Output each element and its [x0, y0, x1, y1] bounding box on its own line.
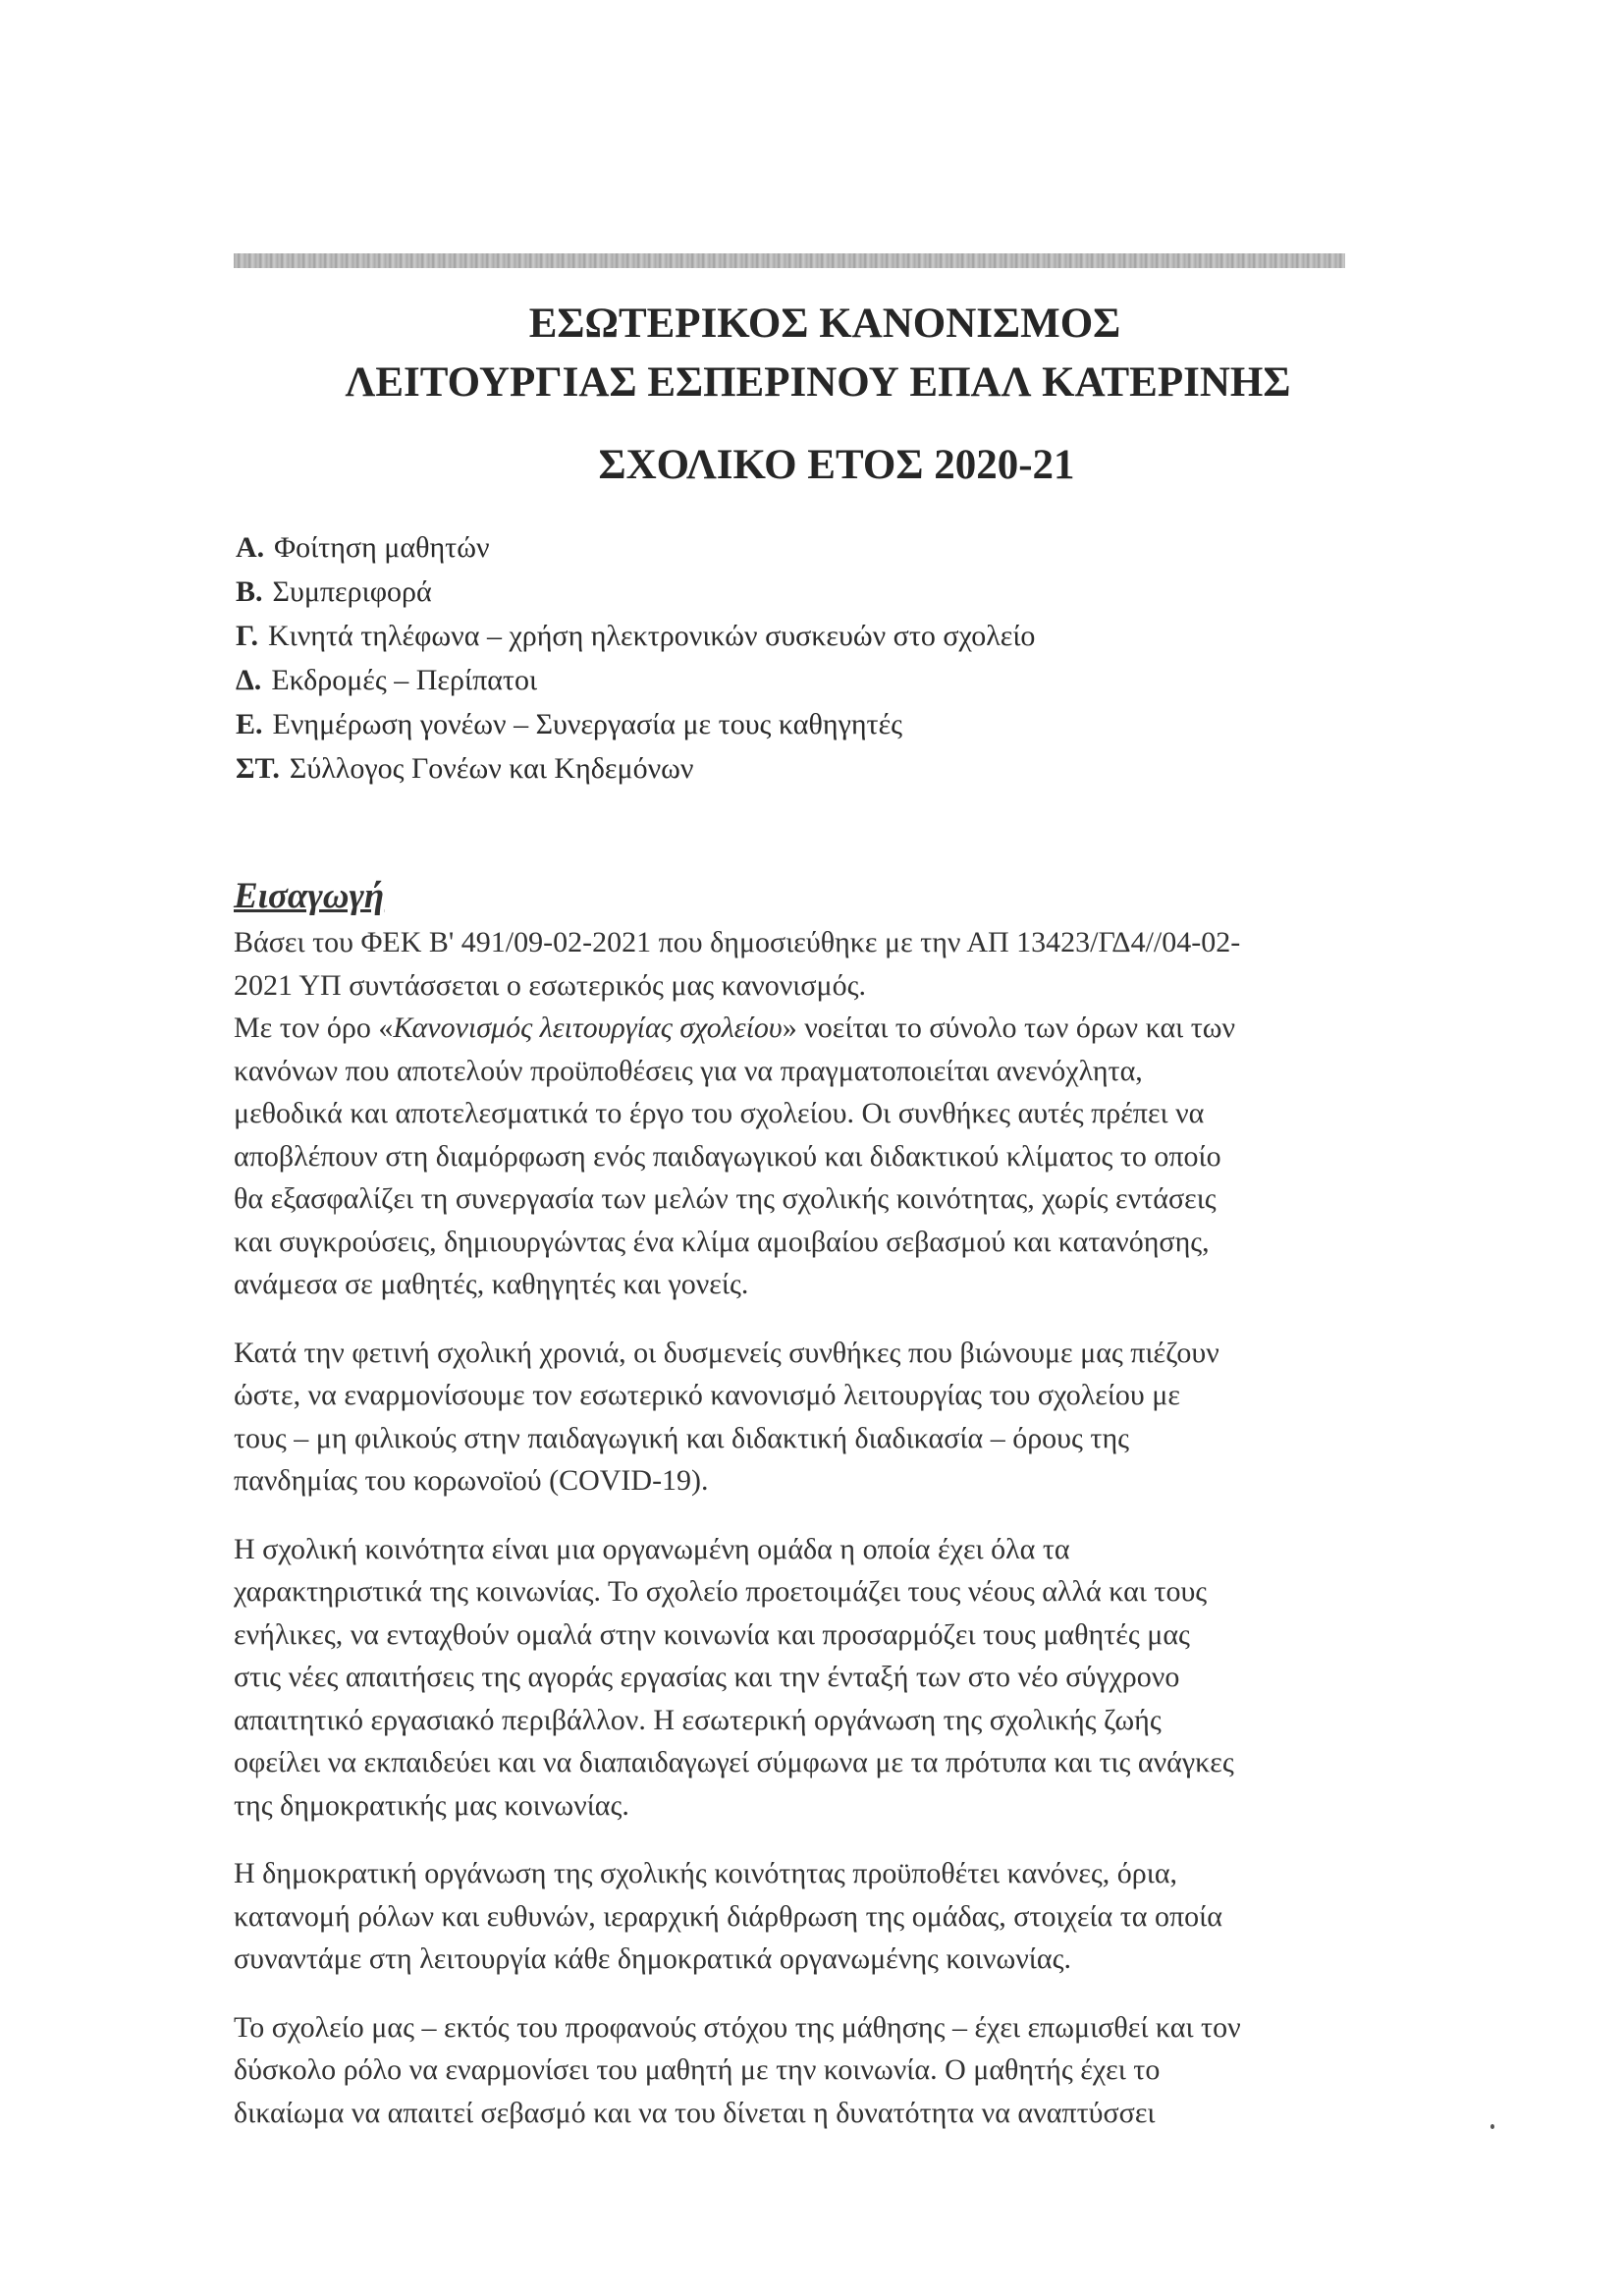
- toc-item: [236, 570, 1035, 614]
- toc-text: Συμπεριφορά: [272, 575, 432, 608]
- paragraph-democratic-organization: [234, 1852, 1343, 1981]
- text-line: αποβλέπουν στη διαμόρφωση ενός παιδαγωγικού και διδακτικού κλίματος το οποίο: [234, 1139, 1221, 1173]
- toc-item: [236, 525, 1035, 570]
- text-line: Βάσει του ΦΕΚ Β' 491/09-02-2021 που δημοσιεύθηκε με την ΑΠ 13423/ΓΔ4//04-02-: [234, 926, 1241, 958]
- title-line-1: ΕΣΩΤΕΡΙΚΟΣ ΚΑΝΟΝΙΣΜΟΣ: [528, 301, 1121, 347]
- toc-item: [236, 702, 1035, 746]
- text-line: στις νέες απαιτήσεις της αγοράς εργασίας και την ένταξή των στο νέο σύγχρονο: [234, 1661, 1180, 1693]
- text-line: κατανομή ρόλων και ευθυνών, ιεραρχική διάρθρωση της ομάδας, στοιχεία τα οποία: [234, 1899, 1222, 1933]
- paragraph-school-role: [234, 2006, 1343, 2135]
- text-line: Το σχολείο μας – εκτός του προφανούς στόχου της μάθησης – έχει επωμισθεί και τον: [234, 2010, 1241, 2044]
- text-line: Η σχολική κοινότητα είναι μια οργανωμένη ομάδα η οποία έχει όλα τα: [234, 1532, 1070, 1565]
- text-line: ανάμεσα σε μαθητές, καθηγητές και γονείς.: [234, 1268, 749, 1300]
- toc-text: Κινητά τηλέφωνα – χρήση ηλεκτρονικών συσκευών στο σχολείο: [267, 620, 1036, 652]
- paragraph-legal-basis: [234, 921, 1343, 1007]
- text-line: χαρακτηριστικά της κοινωνίας. Το σχολείο προετοιμάζει τους νέους αλλά και τους: [234, 1575, 1208, 1608]
- text-span: Με τον όρο «: [234, 1011, 394, 1044]
- toc-letter: Ε.: [236, 708, 263, 740]
- text-line: κανόνων που αποτελούν προϋποθέσεις για να πραγματοποιείται ανενόχλητα,: [234, 1054, 1143, 1087]
- text-line: τους – μη φιλικούς στην παιδαγωγική και διδακτική διαδικασία – όρους της: [234, 1421, 1130, 1454]
- italic-term: Κανονισμός λειτουργίας σχολείου: [393, 1011, 783, 1044]
- paragraph-definition: [234, 1007, 1343, 1306]
- toc-text: Ενημέρωση γονέων – Συνεργασία με τους καθηγητές: [272, 708, 903, 740]
- document-body: [234, 874, 1343, 2134]
- text-span: » νοείται το σύνολο των όρων και των: [782, 1011, 1236, 1044]
- toc-text: Φοίτηση μαθητών: [274, 531, 490, 564]
- toc-letter: Α.: [236, 531, 265, 564]
- toc-item: [236, 746, 1035, 791]
- text-line: θα εξασφαλίζει τη συνεργασία των μελών της σχολικής κοινότητας, χωρίς εντάσεις: [234, 1182, 1217, 1215]
- text-line: οφείλει να εκπαιδεύει και να διαπαιδαγωγεί σύμφωνα με τα πρότυπα και τις ανάγκες: [234, 1746, 1234, 1778]
- text-line: ενήλικες, να ενταχθούν ομαλά στην κοινωνία και προσαρμόζει τους μαθητές μας: [234, 1617, 1190, 1651]
- text-line: και συγκρούσεις, δημιουργώντας ένα κλίμα αμοιβαίου σεβασμού και κατανόησης,: [234, 1225, 1210, 1258]
- toc-letter: ΣΤ.: [236, 752, 280, 785]
- toc-item: [236, 658, 1035, 702]
- text-line: απαιτητικό εργασιακό περιβάλλον. Η εσωτερική οργάνωση της σχολικής ζωής: [234, 1703, 1162, 1736]
- text-line: της δημοκρατικής μας κοινωνίας.: [234, 1788, 629, 1822]
- text-line: Η δημοκρατική οργάνωση της σχολικής κοινότητας προϋποθέτει κανόνες, όρια,: [234, 1857, 1178, 1889]
- scan-speck: [1490, 2124, 1494, 2129]
- text-line: πανδημίας του κορωνοϊού (COVID-19).: [234, 1464, 709, 1497]
- document-title: [0, 295, 1624, 495]
- table-of-contents: [236, 525, 1035, 791]
- toc-item: [236, 614, 1035, 658]
- scanned-header-rule: [234, 253, 1345, 268]
- section-heading-introduction: Εισαγωγή: [234, 876, 385, 916]
- toc-letter: Δ.: [236, 664, 262, 696]
- text-line: [234, 1007, 1343, 1050]
- text-line: ώστε, να εναρμονίσουμε τον εσωτερικό κανονισμό λειτουργίας του σχολείου με: [234, 1379, 1180, 1411]
- text-line: δύσκολο ρόλο να εναρμονίσει του μαθητή με την κοινωνία. Ο μαθητής έχει το: [234, 2053, 1161, 2086]
- paragraph-school-community: [234, 1528, 1343, 1828]
- toc-text: Εκδρομές – Περίπατοι: [271, 664, 538, 696]
- text-line: Κατά την φετινή σχολική χρονιά, οι δυσμενείς συνθήκες που βιώνουμε μας πιέζουν: [234, 1336, 1219, 1369]
- title-line-3: ΣΧΟΛΙΚΟ ΕΤΟΣ 2020-21: [598, 442, 1075, 488]
- toc-letter: Γ.: [236, 620, 258, 652]
- text-line: μεθοδικά και αποτελεσματικά το έργο του σχολείου. Οι συνθήκες αυτές πρέπει να: [234, 1097, 1205, 1129]
- toc-letter: Β.: [236, 575, 263, 608]
- title-line-2: ΛΕΙΤΟΥΡΓΙΑΣ ΕΣΠΕΡΙΝΟΥ ΕΠΑΛ ΚΑΤΕΡΙΝΗΣ: [345, 359, 1291, 406]
- text-line: συναντάμε στη λειτουργία κάθε δημοκρατικά οργανωμένης κοινωνίας.: [234, 1942, 1071, 1975]
- toc-text: Σύλλογος Γονέων και Κηδεμόνων: [289, 752, 694, 785]
- paragraph-pandemic: [234, 1332, 1343, 1503]
- text-line: 2021 ΥΠ συντάσσεται ο εσωτερικός μας κανονισμός.: [234, 968, 867, 1002]
- text-line: δικαίωμα να απαιτεί σεβασμό και να του δίνεται η δυνατότητα να αναπτύσσει: [234, 2096, 1156, 2129]
